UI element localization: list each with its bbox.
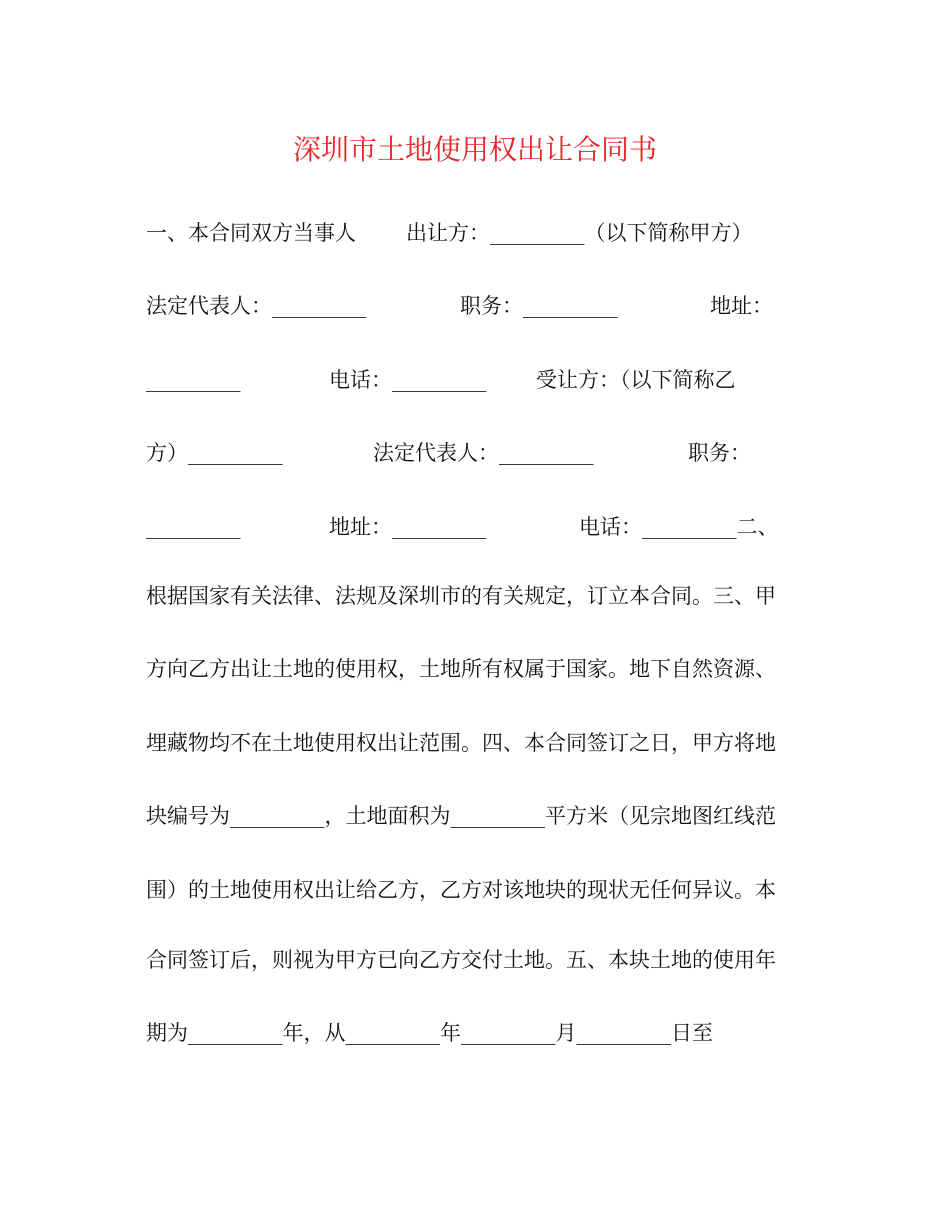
position-label-2: 职务： [688,441,751,465]
legal-rep-field-2: 法定代表人：_________ [373,441,594,465]
phone-field-2: 电话：_________二、 [579,515,779,539]
paragraph-text: 埋藏物均不在土地使用权出让范围。四、本合同签订之日，甲方将地 [146,731,776,755]
transferee-continued: 方）_________ [146,441,283,465]
address-label: 地址： [710,294,773,318]
paragraph-text: 块编号为_________，土地面积为_________平方米（见宗地图红线范 [146,804,776,828]
paragraph-text: 根据国家有关法律、法规及深圳市的有关规定，订立本合同。三、甲 [146,584,776,608]
party-clause-heading: 一、本合同双方当事人 [146,221,356,245]
document-title: 深圳市土地使用权出让合同书 [292,133,657,166]
transferee-field: 受让方：（以下简称乙 [536,368,736,392]
paragraph-text: 期为_________年，从_________年_________月_________日至 [146,1021,713,1045]
phone-field: 电话：_________ [329,368,487,392]
position-blank-2: _________ [146,515,241,539]
transferor-field: 出让方：_________（以下简称甲方） [406,221,753,245]
address-field-2: 地址：_________ [329,515,487,539]
position-field: 职务：_________ [460,294,618,318]
paragraph-text: 合同签订后，则视为甲方已向乙方交付土地。五、本块土地的使用年 [146,948,776,972]
legal-rep-field: 法定代表人：_________ [146,294,367,318]
paragraph-text: 围）的土地使用权出让给乙方，乙方对该地块的现状无任何异议。本 [146,878,776,902]
address-blank: _________ [146,368,241,392]
paragraph-text: 方向乙方出让土地的使用权，土地所有权属于国家。地下自然资源、 [146,657,776,681]
